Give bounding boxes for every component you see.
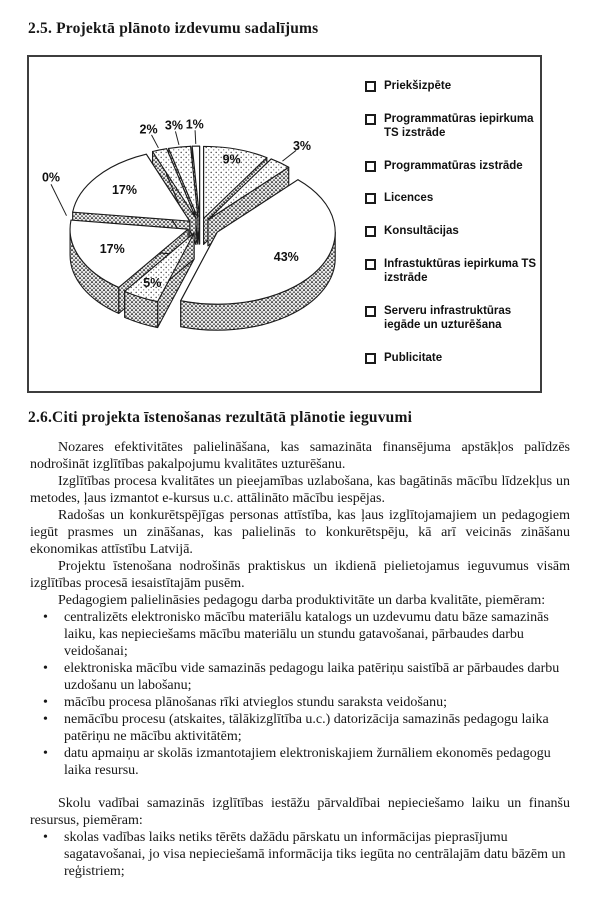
legend-item-label: Serveru infrastruktūras iegāde un uzturēšana [384, 304, 512, 331]
pie-percent-label: 17% [111, 183, 137, 198]
bullet-text: centralizēts elektronisko mācību materiālu katalogs un uzdevumu datu bāze samazinās laiku, kas nepieciešams mācību materiālu un stundu gatavošanai, pārbaudes darbu veidošanai; [64, 610, 549, 659]
section-2-5-heading: 2.5. Projektā plānoto izdevumu sadalījums [28, 20, 319, 37]
bullet-item [30, 609, 570, 660]
body-paragraph: Radošas un konkurētspējīgas personas attīstība, kas ļaus izglītojamajiem un pedagogiem iegūt prasmes un zināšanas, kas palielinās to konkurētspēju, kā arī veicinās zināšanu ekonomikas attīstību Latvijā. [30, 508, 570, 557]
legend-item [365, 191, 537, 205]
bullet-text: datu apmaiņu ar skolās izmantotajiem elektroniskajiem žurnāliem ekonomēs pedagogu laika resursu. [64, 746, 551, 778]
body-paragraph: Pedagogiem palielināsies pedagogu darba produktivitāte un darba kvalitāte, piemēram: [58, 593, 546, 608]
legend-marker-icon [365, 114, 376, 125]
pie-percent-label: 5% [143, 276, 162, 291]
legend-item [365, 159, 537, 173]
bullet-item [30, 745, 570, 779]
pie-percent-label: 1% [185, 117, 204, 132]
bullet-text: skolas vadības laiks netiks tērēts dažādu pārskatu un informācijas pieprasījumu sagatavošanai, jo visa nepieciešamā informācija tiks iegūta no centrālajām datu bāzēm un reģistriem; [64, 830, 566, 879]
pie-percent-label: 0% [41, 170, 61, 185]
paragraph-group [30, 439, 570, 609]
legend-item [365, 351, 537, 365]
bullet-item [30, 829, 570, 880]
bullet-text: mācību procesa plānošanas rīki atvieglos stundu saraksta veidošanu; [64, 695, 447, 710]
body-paragraph: Projektu īstenošana nodrošinās praktiskus un ikdienā pielietojamus ieguvumus visām izglītības procesā iesaistītajām pusēm. [30, 559, 570, 591]
legend-item-label: Infrastuktūras iepirkuma TS izstrāde [384, 257, 537, 284]
bullet-item [30, 660, 570, 694]
bullet-item [30, 711, 570, 745]
legend-marker-icon [365, 306, 376, 317]
legend-item-label: Publicitate [384, 351, 443, 364]
section-2-6-heading: 2.6.Citi projekta īstenošanas rezultātā plānotie ieguvumi [28, 409, 413, 426]
pie-chart [35, 61, 375, 371]
bullet-item [30, 694, 570, 711]
legend-item-label: Licences [384, 192, 434, 205]
legend-item [365, 257, 537, 286]
legend-item-label: Programmatūras izstrāde [384, 159, 523, 172]
bullet-icon: • [43, 712, 48, 727]
legend-marker-icon [365, 226, 376, 237]
legend-item-label: Priekšizpēte [384, 80, 452, 92]
legend-marker-icon [365, 353, 376, 364]
bullet-icon: • [43, 661, 48, 676]
bullet-icon: • [43, 830, 48, 845]
legend-item [365, 304, 537, 333]
pie-percent-label: 43% [273, 250, 299, 265]
legend-item-label: Programmatūras iepirkuma TS izstrāde [384, 112, 534, 140]
legend-item [365, 112, 537, 141]
pie-percent-label: 3% [292, 138, 312, 153]
skolu-paragraph: Skolu vadībai samazinās izglītības iestāžu pārvaldībai nepieciešamo laiku un finanšu resursus, piemēram: [30, 796, 570, 828]
legend-item [365, 224, 537, 238]
bullet-text: nemācību procesu (atskaites, tālākizglītība u.c.) datorizācija samazinās pedagogu laika patēriņu ne mācību aktivitātēm; [64, 712, 549, 744]
body-paragraph: Izglītības procesa kvalitātes un pieejamības uzlabošana, kas bagātinās mācību līdzekļus un metodes, ļaus izmantot e-kursus u.c. attālināto mācību iespējas. [30, 474, 570, 506]
pie-percent-label: 17% [99, 242, 125, 257]
legend-marker-icon [365, 259, 376, 270]
pie-percent-label: 9% [222, 152, 241, 167]
legend-marker-icon [365, 193, 376, 204]
section-2-6-body [30, 439, 570, 880]
pie-percent-label: 3% [164, 118, 184, 133]
bullet-icon: • [43, 746, 48, 761]
bullet-icon: • [43, 695, 48, 710]
skolu-bullet-list [30, 829, 570, 880]
bullet-text: elektroniska mācību vide samazinās pedagogu laika patēriņu saistībā ar pārbaudes darbu uzdošanu un labošanu; [64, 661, 560, 693]
legend-item-label: Konsultācijas [384, 224, 459, 237]
bullet-icon: • [43, 610, 48, 625]
chart-legend [365, 79, 537, 365]
pie-percent-label: 2% [139, 122, 158, 137]
legend-item [365, 79, 537, 93]
pedagogi-bullet-list [30, 609, 570, 779]
legend-marker-icon [365, 81, 376, 92]
expense-pie-chart-frame [27, 55, 542, 393]
body-paragraph: Nozares efektivitātes palielināšana, kas samazināta finansējuma apstākļos palīdzēs nodrošināt izglītības pakalpojumu kvalitātes uzturēšanu. [30, 440, 570, 472]
legend-marker-icon [365, 161, 376, 172]
